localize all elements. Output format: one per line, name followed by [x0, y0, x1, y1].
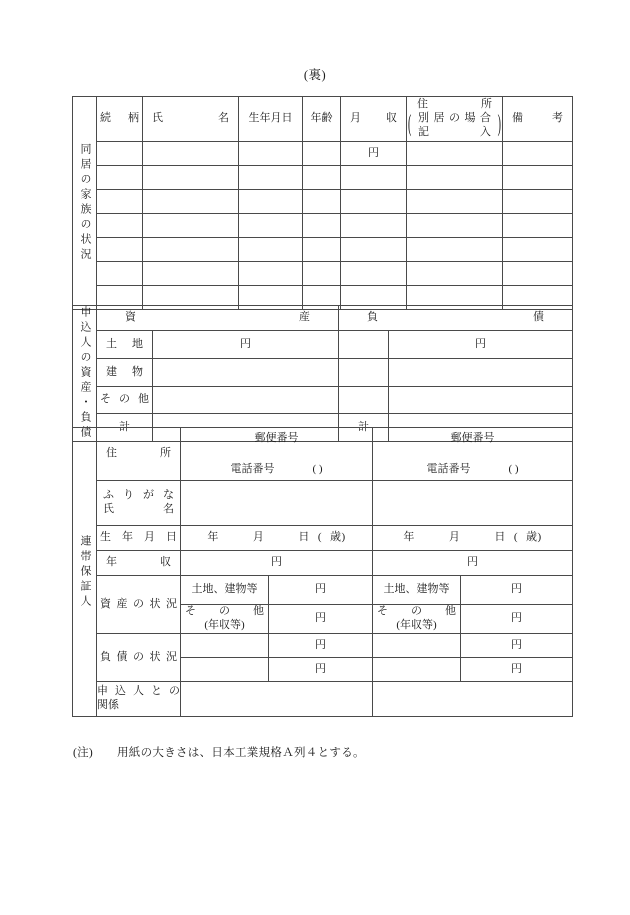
cell-remarks[interactable]: [503, 190, 573, 214]
liability-value-3[interactable]: [389, 386, 573, 414]
cell-monthly-income[interactable]: 円: [341, 142, 407, 166]
cell-address[interactable]: [407, 166, 503, 190]
guarantor-table: [72, 427, 573, 717]
cell-relation[interactable]: [97, 262, 143, 286]
guarantor-address-row: [73, 428, 573, 481]
guarantor1-assets-sub1-label: 土地、建物等: [181, 576, 269, 605]
cell-remarks[interactable]: [503, 238, 573, 262]
asset-label-total: 計: [97, 414, 153, 442]
guarantor2-assets-sub2-value[interactable]: 円: [461, 605, 573, 634]
cell-name[interactable]: [143, 238, 239, 262]
guarantor2-assets-sub2-label: その他 (年収等): [373, 605, 461, 634]
cell-monthly-income[interactable]: [341, 262, 407, 286]
cell-remarks[interactable]: [503, 214, 573, 238]
col-header-address: 住所 ( 別居の場合 記入 ): [407, 97, 503, 142]
label-relation-to-applicant: 申込人との 関係: [97, 682, 181, 717]
cell-relation[interactable]: [97, 214, 143, 238]
family-data-row: [73, 238, 573, 262]
cell-monthly-income[interactable]: [341, 214, 407, 238]
guarantor-assets-row-1: [73, 576, 573, 605]
cell-name[interactable]: [143, 214, 239, 238]
liability-value-1[interactable]: 円: [389, 331, 573, 359]
page-label: (裏): [303, 68, 327, 82]
liability-label-3: [339, 386, 389, 414]
guarantor2-liabilities-sub1-value[interactable]: 円: [461, 634, 573, 658]
guarantor1-assets-sub2-label: その他 (年収等): [181, 605, 269, 634]
guarantor1-liabilities-sub2-label[interactable]: [181, 658, 269, 682]
cell-relation[interactable]: [97, 142, 143, 166]
label-assets-status: 資産の状況: [97, 576, 181, 634]
asset-label-land: 土地: [97, 331, 153, 359]
guarantor1-liabilities-sub2-value[interactable]: 円: [269, 658, 373, 682]
assets-header-row: [73, 306, 573, 331]
label-dob: 生年月日: [97, 526, 181, 551]
guarantor2-liabilities-sub2-label[interactable]: [373, 658, 461, 682]
liability-value-2[interactable]: [389, 359, 573, 387]
cell-birthdate[interactable]: [239, 214, 303, 238]
assets-row-other: [73, 386, 573, 414]
assets-row-building: [73, 359, 573, 387]
assets-header: 資産: [97, 306, 339, 331]
guarantor-income-row: [73, 551, 573, 576]
cell-remarks[interactable]: [503, 142, 573, 166]
col-header-age: 年齢: [303, 97, 341, 142]
cell-monthly-income[interactable]: [341, 166, 407, 190]
guarantor1-name-cell[interactable]: [181, 481, 373, 526]
label-address: 住所: [97, 428, 181, 481]
guarantor2-name-cell[interactable]: [373, 481, 573, 526]
guarantor2-relation-cell[interactable]: [373, 682, 573, 717]
family-data-row: [73, 142, 573, 166]
cell-age[interactable]: [303, 166, 341, 190]
family-data-row: [73, 214, 573, 238]
guarantor2-assets-sub1-label: 土地、建物等: [373, 576, 461, 605]
family-data-row: [73, 166, 573, 190]
cell-birthdate[interactable]: [239, 238, 303, 262]
cell-monthly-income[interactable]: [341, 190, 407, 214]
family-status-table: [72, 96, 573, 310]
liability-label-2: [339, 359, 389, 387]
cell-relation[interactable]: [97, 166, 143, 190]
footnote-text: 用紙の大きさは、日本工業規格Ａ列４とする。: [117, 747, 365, 759]
assets-liabilities-table: [72, 305, 573, 442]
asset-label-building: 建物: [97, 359, 153, 387]
col-header-name: 氏名: [143, 97, 239, 142]
asset-value-other[interactable]: [153, 386, 339, 414]
col-header-relation: 続柄: [97, 97, 143, 142]
cell-birthdate[interactable]: [239, 166, 303, 190]
guarantor2-assets-sub1-value[interactable]: 円: [461, 576, 573, 605]
label-liabilities-status: 負債の状況: [97, 634, 181, 682]
guarantor1-liabilities-sub1-label[interactable]: [181, 634, 269, 658]
footnote: [73, 744, 365, 760]
family-header-row: [73, 97, 573, 142]
guarantor1-dob-cell[interactable]: 年 月 日 ( 歳): [181, 526, 373, 551]
guarantor1-address-cell[interactable]: 郵便番号 電話番号 ( ): [181, 428, 373, 481]
guarantor1-income-cell[interactable]: 円: [181, 551, 373, 576]
paren-close: ): [497, 111, 501, 138]
cell-age[interactable]: [303, 142, 341, 166]
cell-relation[interactable]: [97, 238, 143, 262]
guarantor2-liabilities-sub1-label[interactable]: [373, 634, 461, 658]
asset-label-other: その他: [97, 386, 153, 414]
cell-age[interactable]: [303, 214, 341, 238]
cell-monthly-income[interactable]: [341, 238, 407, 262]
cell-address[interactable]: [407, 214, 503, 238]
asset-value-land[interactable]: 円: [153, 331, 339, 359]
cell-age[interactable]: [303, 262, 341, 286]
label-furigana-name: ふりがな 氏名: [97, 481, 181, 526]
family-side-label-text: 同居の家族の状況: [79, 143, 91, 263]
guarantor1-liabilities-sub1-value[interactable]: 円: [269, 634, 373, 658]
guarantor-name-row: [73, 481, 573, 526]
guarantor2-dob-cell[interactable]: 年 月 日 ( 歳): [373, 526, 573, 551]
family-side-label: [73, 97, 97, 310]
guarantor2-liabilities-sub2-value[interactable]: 円: [461, 658, 573, 682]
col-header-remarks: 備考: [503, 97, 573, 142]
cell-address[interactable]: [407, 238, 503, 262]
assets-side-label-text: 申込人の資産・負債: [79, 306, 91, 441]
guarantor1-assets-sub2-value[interactable]: 円: [269, 605, 373, 634]
cell-address[interactable]: [407, 142, 503, 166]
col-header-birthdate: 生年月日: [239, 97, 303, 142]
label-annual-income: 年収: [97, 551, 181, 576]
cell-remarks[interactable]: [503, 166, 573, 190]
guarantor-side-label-text: 連帯保証人: [79, 534, 91, 610]
paren-open: (: [408, 111, 412, 138]
cell-birthdate[interactable]: [239, 262, 303, 286]
cell-name[interactable]: [143, 262, 239, 286]
cell-name[interactable]: [143, 166, 239, 190]
liability-label-1: [339, 331, 389, 359]
cell-birthdate[interactable]: [239, 190, 303, 214]
col-header-monthly-income: 月収: [341, 97, 407, 142]
guarantor1-assets-sub1-value[interactable]: 円: [269, 576, 373, 605]
guarantor1-relation-cell[interactable]: [181, 682, 373, 717]
guarantor-dob-row: [73, 526, 573, 551]
asset-value-building[interactable]: [153, 359, 339, 387]
cell-remarks[interactable]: [503, 262, 573, 286]
guarantor-side-label: [73, 428, 97, 717]
assets-side-label: [73, 306, 97, 442]
cell-age[interactable]: [303, 190, 341, 214]
cell-relation[interactable]: [97, 190, 143, 214]
cell-address[interactable]: [407, 262, 503, 286]
cell-name[interactable]: [143, 190, 239, 214]
cell-name[interactable]: [143, 142, 239, 166]
family-data-row: [73, 190, 573, 214]
liabilities-header: 負債: [339, 306, 573, 331]
guarantor2-income-cell[interactable]: 円: [373, 551, 573, 576]
cell-address[interactable]: [407, 190, 503, 214]
footnote-tag: (注): [73, 747, 94, 759]
family-data-row: [73, 262, 573, 286]
guarantor2-address-cell[interactable]: 郵便番号 電話番号 ( ): [373, 428, 573, 481]
liability-label-total: 計: [339, 414, 389, 442]
cell-age[interactable]: [303, 238, 341, 262]
assets-row-land: [73, 331, 573, 359]
guarantor-relation-row: [73, 682, 573, 717]
guarantor-liabilities-row-1: [73, 634, 573, 658]
cell-birthdate[interactable]: [239, 142, 303, 166]
